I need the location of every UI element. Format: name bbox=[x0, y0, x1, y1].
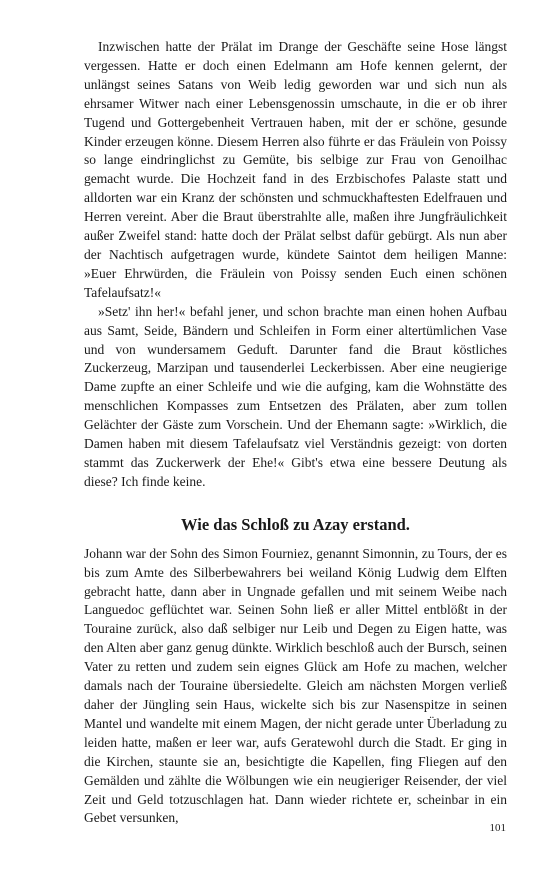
paragraph-johann: Johann war der Sohn des Simon Fourniez, genannt Simonnin, zu Tours, der es bis zum Amte des Silberbewahrers bei weiland König Ludwig dem Elften gebracht hatte, dann aber in Ungnade gefallen und mit seinem Weibe nach Languedoc geflüchtet war. Seinen Sohn ließ er aller Mittel entblößt in der Touraine zurück, also daß selbiger nur Leib und Degen zu Eigen hatte, was den Alten aber ganz genug dünkte. Wirklich beschloß auch der Bursch, seinen Vater zu retten und zudem sein eignes Glück am Hofe zu machen, welcher damals nach der Touraine übersiedelte. Gleich am nächsten Morgen verließ daher der Jüngling sein Haus, wickelte sich bis zur Nasenspitze in seinen Mantel und wandelte mit einem Magen, der nicht gerade unter Überladung zu leiden hatte, maßen er leer war, aufs Geratewohl durch die Stadt. Er ging in die Kirchen, staunte sie an, besichtigte die Kapellen, fing Fliegen auf den Gemälden und zählte die Wölbungen wie ein neugieriger Reisender, der viel Zeit und Geld totzuschlagen hat. Dann wieder richtete er, scheinbar in ein Gebet versunken, bbox=[84, 545, 507, 826]
page-number: 101 bbox=[489, 822, 506, 834]
paragraph-centerpiece: »Setz' ihn her!« befahl jener, und schon brachte man einen hohen Aufbau aus Samt, Seide, Bändern und Schleifen in Form einer altertümlichen Vase und von wundersamem Geduft. Darunter fand die Braut köstliches Zuckerzeug, Marzipan und tausenderlei Leckerbissen. Aber eine neugierige Dame zupfte an einer Schleife und wie die aufging, kam die Wohnstätte des menschlichen Kompasses zum Entsetzen des Prälaten, aber zum tollen Gelächter der Gäste zum Vorschein. Und der Ehemann sagte: »Wirklich, die Damen haben mit diesem Tafelaufsatz viel Verständnis gezeigt: von dorten stammt das Zuckerwerk der Ehe!« Gibt's etwa eine bessere Deutung als diese? Ich finde keine. bbox=[84, 303, 507, 489]
book-page bbox=[84, 38, 507, 828]
chapter-heading: Wie das Schloß zu Azay erstand. bbox=[181, 514, 410, 534]
paragraph-prelate-wedding: Inzwischen hatte der Prälat im Drange der Geschäfte seine Hose längst vergessen. Hatte er doch einen Edelmann am Hofe kennen gelernt, der unlängst seines Satans von Weib ledig geworden war und sich nun als ehrsamer Witwer nach einer Lebensgenossin umschaute, in die er ob ihrer Tugend und Gottergebenheit Vertrauen haben, mit der er schöne, gesunde Kinder erzeugen könne. Diesem Herren also führte er das Fräulein von Poissy so lange eindringlichst zu Gemüte, bis selbige zur Frau von Genoilhac gemacht wurde. Die Hochzeit fand in des Erzbischofes Palaste statt und alldorten war ein Kranz der schönsten und schmuckhaftesten Edelfrauen und Herren vereint. Aber die Braut überstrahlte alle, maßen ihre Jungfräulichkeit außer Zweifel stand: hatte doch der Prälat selbst dafür gebürgt. Als nun aber der Nachtisch aufgetragen wurde, kündete Saintot dem heiligen Manne: »Euer Ehrwürden, die Fräulein von Poissy senden Euch einen schönen Tafelaufsatz!« bbox=[84, 39, 507, 300]
